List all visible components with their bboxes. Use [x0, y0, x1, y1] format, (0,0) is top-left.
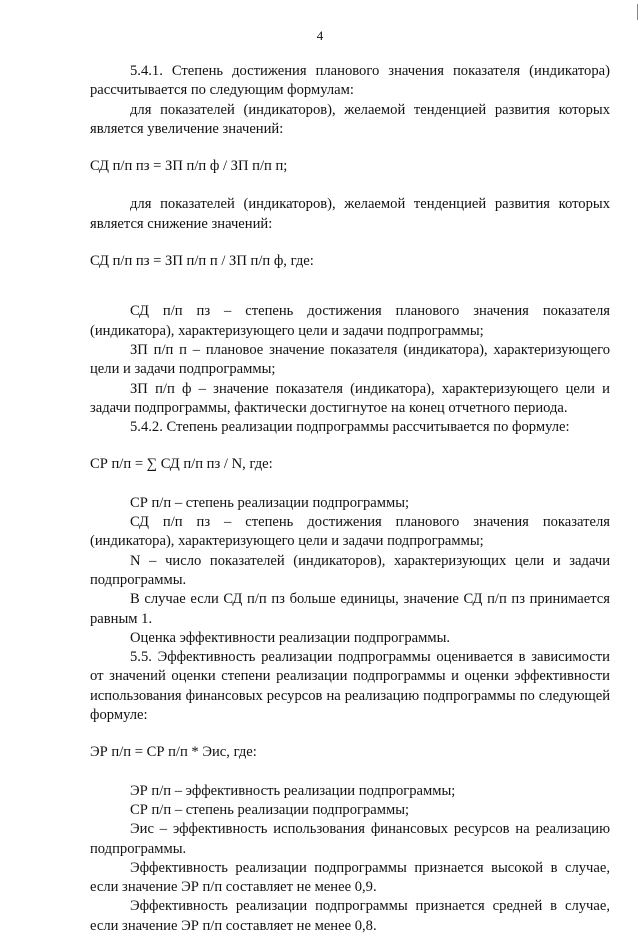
paragraph-evaluation: Оценка эффективности реализации подпрограммы.: [130, 629, 451, 646]
paragraph-decrease: для показателей (индикаторов), желаемой тенденцией развития которых является снижение значений:: [90, 196, 610, 232]
paragraph-5-5: 5.5. Эффективность реализации подпрограммы оценивается в зависимости от значений оценки степени реализации подпрограммы и оценки эффективности использования финансовых ресурсов на реализацию подпрограммы по следующей формуле:: [90, 649, 610, 724]
definition-zp-plan: ЗП п/п п – плановое значение показателя (индикатора), характеризующего цели и задачи подпрограммы;: [90, 341, 610, 378]
document-body: [90, 62, 610, 936]
page-number: 4: [316, 28, 324, 43]
definition-n: N – число показателей (индикаторов), характеризующих цели и задачи подпрограммы.: [90, 552, 610, 588]
definition-zp-fact: ЗП п/п ф – значение показателя (индикатора), характеризующего цели и задачи подпрограммы, фактически достигнутое на конец отчетного периода.: [90, 380, 610, 416]
definition-eis: Эис – эффективность использования финансовых ресурсов на реализацию подпрограммы.: [90, 821, 610, 857]
paragraph-increase: для показателей (индикаторов), желаемой тенденцией развития которых является увеличение значений:: [90, 101, 610, 137]
paragraph-case-greater: В случае если СД п/п пз больше единицы, значение СД п/п пз принимается равным 1.: [90, 591, 610, 627]
edge-mark: [637, 4, 638, 20]
paragraph-5-4-2: 5.4.2. Степень реализации подпрограммы рассчитывается по формуле:: [130, 419, 570, 436]
definition-er: ЭР п/п – эффективность реализации подпрограммы;: [130, 782, 456, 799]
paragraph-medium: Эффективность реализации подпрограммы признается средней в случае, если значение ЭР п/п составляет не менее 0,8.: [90, 898, 610, 934]
definition-sd-2: СД п/п пз – степень достижения планового значения показателя (индикатора), характеризующего цели и задачи подпрограммы;: [90, 514, 610, 550]
paragraph-5-4-1: 5.4.1. Степень достижения планового значения показателя (индикатора) рассчитывается по следующим формулам:: [90, 63, 610, 99]
formula-er: ЭР п/п = СР п/п * Эис, где:: [90, 744, 257, 761]
definition-sr: СР п/п – степень реализации подпрограммы;: [130, 494, 410, 511]
definition-sr-2: СР п/п – степень реализации подпрограммы;: [130, 801, 410, 818]
formula-sr: СР п/п = ∑ СД п/п пз / N, где:: [90, 456, 273, 473]
definition-sd: СД п/п пз – степень достижения планового значения показателя (индикатора), характеризующего цели и задачи подпрограммы;: [90, 303, 610, 339]
paragraph-high: Эффективность реализации подпрограммы признается высокой в случае, если значение ЭР п/п составляет не менее 0,9.: [90, 859, 610, 896]
formula-decrease: СД п/п пз = ЗП п/п п / ЗП п/п ф, где:: [90, 253, 314, 270]
formula-increase: СД п/п пз = ЗП п/п ф / ЗП п/п п;: [90, 158, 288, 175]
